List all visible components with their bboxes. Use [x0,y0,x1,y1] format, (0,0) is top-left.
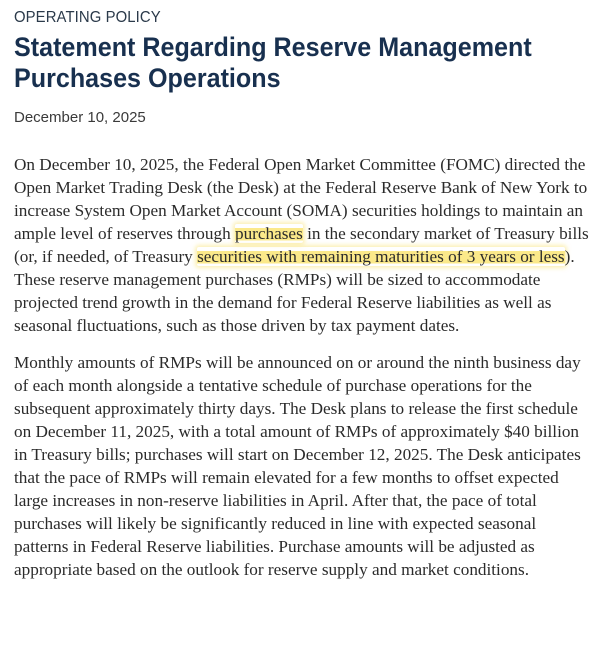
category-label: OPERATING POLICY [14,9,161,26]
highlight-maturities: securities with remaining maturities of 3 years or less [197,247,565,266]
paragraph-1-text-a: On December 10, 2025, the Federal Open Market Committee (FOMC) directed the Open Market Trading Desk (the Desk) at the Federal Reserve Bank of New York to increase System Open Market Account (SOMA) securities holdings to maintain an ample level of reserves through [14,155,588,243]
page-title: Statement Regarding Reserve Management Purchases Operations [14,32,532,93]
paragraph-1 [14,153,590,337]
statement-article [14,8,590,581]
paragraph-1-text-b: in the secondary market of Treasury bills (or, if needed, of Treasury [14,224,589,266]
publish-date: December 10, 2025 [14,109,146,126]
paragraph-1-text-c: ). These reserve management purchases (RMPs) will be sized to accommodate projected trend growth in the demand for Federal Reserve liabilities as well as seasonal fluctuations, such as those driven by tax payment dates. [14,247,575,335]
paragraph-2: Monthly amounts of RMPs will be announced on or around the ninth business day of each month alongside a tentative schedule of purchase operations for the subsequent approximately thirty days. The Desk plans to release the first schedule on December 11, 2025, with a total amount of RMPs of approximately $40 billion in Treasury bills; purchases will start on December 12, 2025. The Desk anticipates that the pace of RMPs will remain elevated for a few months to offset expected large increases in non-reserve liabilities in April. After that, the pace of total purchases will likely be significantly reduced in line with expected seasonal patterns in Federal Reserve liabilities. Purchase amounts will be adjusted as appropriate based on the outlook for reserve supply and market conditions. [14,353,581,579]
highlight-purchases: purchases [234,224,303,243]
